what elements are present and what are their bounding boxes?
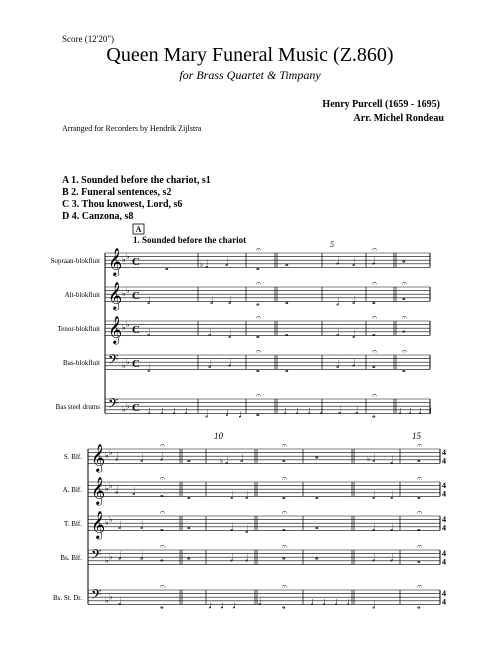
flat-icon: ♭ (126, 357, 130, 367)
half-note: 𝅗𝅥 (230, 522, 234, 534)
movement-item: D 4. Canzona, s8 (62, 211, 134, 222)
fermata-icon: 𝄐 (372, 312, 378, 322)
time-signature: C (132, 323, 140, 336)
half-note: 𝅗𝅥 (208, 359, 212, 372)
half-note: 𝅗𝅥 (336, 327, 340, 339)
fermata-icon: 𝄐 (417, 541, 423, 551)
flat-icon: ♭ (122, 255, 126, 265)
instrument-name: Alt-blokfluit (64, 291, 100, 300)
half-note: 𝅗𝅥 (230, 489, 234, 502)
flat-icon: ♭ (126, 401, 130, 411)
half-note: 𝅗𝅥 (390, 455, 394, 467)
half-note: 𝅗𝅥 (228, 357, 232, 370)
quarter-note: ♩ (220, 599, 231, 612)
treble-clef-icon: 𝄞 (91, 445, 106, 472)
half-note: 𝅗𝅥 (372, 552, 376, 565)
flat-icon: ♭ (109, 592, 113, 602)
half-note: 𝅗𝅥 (147, 294, 151, 307)
whole-note: 𝅝 (285, 295, 289, 306)
whole-note: 𝅝 (187, 454, 191, 465)
quarter-note: ♩ (310, 596, 321, 608)
whole-note: 𝅝 (285, 328, 289, 338)
time-signature: C (132, 255, 140, 268)
flat-icon: ♭ (122, 404, 126, 414)
flat-icon: ♭ (122, 323, 126, 333)
instrument-name: A. Blf. (62, 486, 82, 495)
quarter-note: ♩ (208, 599, 219, 612)
fermata-icon: 𝄐 (160, 440, 166, 450)
instrument-name: Bas-blokfluit (63, 359, 100, 368)
half-note: 𝅗𝅥 (208, 327, 212, 339)
measure-number: 5 (330, 240, 334, 249)
half-note: 𝅗𝅥 (225, 257, 229, 270)
half-note: 𝅗𝅥 (355, 405, 359, 417)
instrument-name: Sopraan-blokfluit (50, 257, 100, 266)
fermata-icon: 𝄐 (372, 390, 378, 400)
instrument-name: Tenor-blokfluit (57, 325, 100, 334)
time-signature: C (132, 401, 140, 414)
whole-note: 𝅝 (372, 409, 376, 420)
fermata-icon: 𝄐 (256, 278, 262, 288)
whole-note: 𝅝 (285, 258, 289, 269)
flat-icon: ♭ (126, 251, 130, 261)
half-note: 𝅗𝅥 (132, 486, 136, 499)
half-note: 𝅗𝅥 (228, 294, 232, 307)
whole-note: 𝅝 (402, 324, 406, 335)
whole-note: 𝅝 (402, 254, 406, 265)
movement-item: B 2. Funeral sentences, s2 (62, 187, 172, 198)
half-note: 𝅗𝅥 (336, 296, 340, 309)
whole-note: 𝅝 (187, 521, 191, 532)
fermata-icon: 𝄐 (282, 581, 288, 591)
instrument-name: Bas steel drums (55, 403, 100, 412)
fermata-icon: 𝄐 (256, 312, 262, 322)
quarter-note: ♩ (225, 406, 236, 419)
half-note: 𝅗𝅥 (372, 599, 376, 612)
quarter-note: ♩ (307, 405, 318, 417)
whole-note: 𝅝 (256, 407, 260, 418)
fermata-icon: 𝄐 (256, 244, 262, 254)
quarter-note: ♩ (238, 408, 249, 421)
quarter-note: ♩ (322, 596, 333, 608)
time-signature: C (132, 357, 140, 370)
fermata-icon: 𝄐 (402, 346, 408, 356)
bass-clef-icon: 𝄢 (108, 397, 119, 415)
composer-credit: Henry Purcell (1659 - 1695) (322, 99, 440, 110)
half-note: 𝅗𝅥 (245, 489, 249, 502)
half-note: 𝅗𝅥 (352, 294, 356, 307)
whole-note: 𝅝 (256, 329, 260, 340)
half-note: 𝅗𝅥 (140, 550, 144, 563)
flat-icon: ♭ (105, 555, 109, 565)
fermata-icon: 𝄐 (372, 244, 378, 254)
whole-note: 𝅝 (160, 600, 164, 611)
time-signature-top: 4 (442, 448, 446, 458)
whole-note: 𝅝 (417, 555, 421, 566)
whole-note: 𝅝 (372, 295, 376, 306)
time-signature-bottom: 4 (442, 597, 446, 607)
quarter-note: ♩ (428, 405, 439, 417)
flat-icon: ♭ (109, 514, 113, 524)
whole-note: 𝅝 (315, 490, 319, 501)
instrument-name: S. Blf. (63, 453, 82, 462)
time-signature-bottom: 4 (442, 557, 446, 567)
bass-clef-icon: 𝄢 (91, 588, 102, 606)
flat-icon: ♭ (105, 484, 109, 494)
time-signature-top: 4 (442, 589, 446, 599)
whole-note: 𝅝 (315, 551, 319, 562)
half-note: 𝅗𝅥 (372, 489, 376, 502)
time-signature: C (132, 289, 140, 302)
half-note: 𝅗𝅥 (205, 259, 209, 271)
whole-note: 𝅝 (282, 454, 286, 465)
whole-note: 𝅝 (315, 521, 319, 532)
quarter-note: ♩ (418, 405, 429, 417)
treble-clef-icon: 𝄞 (108, 283, 123, 310)
half-note: 𝅗𝅥 (118, 520, 122, 533)
half-note: 𝅗𝅥 (240, 453, 244, 466)
half-note: 𝅗𝅥 (205, 408, 209, 421)
whole-note: 𝅝 (417, 523, 421, 533)
half-note: 𝅗𝅥 (258, 596, 262, 608)
whole-note: 𝅝 (417, 454, 421, 465)
time-signature-bottom: 4 (442, 456, 446, 466)
flat-icon: ♭ (105, 451, 109, 461)
flat-icon: ♭ (220, 457, 224, 465)
fermata-icon: 𝄐 (256, 346, 262, 356)
quarter-note: ♩ (160, 405, 171, 417)
quarter-note: ♩ (147, 405, 158, 417)
quarter-note: ♩ (172, 405, 183, 417)
flat-icon: ♭ (122, 289, 126, 299)
flat-icon: ♭ (122, 360, 126, 370)
fermata-icon: 𝄐 (160, 507, 166, 517)
whole-note: 𝅝 (372, 360, 376, 371)
whole-note: 𝅝 (187, 490, 191, 501)
whole-note: 𝅝 (417, 490, 421, 501)
half-note: 𝅗𝅥 (336, 255, 340, 268)
fermata-icon: 𝄐 (417, 440, 423, 450)
whole-note: 𝅝 (285, 363, 289, 374)
arrangement-note: Arranged for Recorders by Hendrik Zijlstra (62, 124, 202, 133)
fermata-icon: 𝄐 (417, 581, 423, 591)
whole-note: 𝅝 (282, 600, 286, 611)
whole-note: 𝅝 (187, 551, 191, 562)
treble-clef-icon: 𝄞 (108, 249, 123, 276)
quarter-note: ♩ (346, 596, 357, 608)
flat-icon: ♭ (105, 595, 109, 605)
instrument-name: T. Blf. (64, 520, 82, 529)
treble-clef-icon: 𝄞 (91, 512, 106, 539)
whole-note: 𝅝 (256, 261, 260, 272)
quarter-note: ♩ (232, 599, 243, 612)
whole-note: 𝅝 (160, 553, 164, 564)
measure-number: 10 (214, 431, 223, 441)
fermata-icon: 𝄐 (402, 278, 408, 288)
treble-clef-icon: 𝄞 (108, 317, 123, 344)
half-note: 𝅗𝅥 (115, 484, 119, 497)
time-signature-top: 4 (442, 515, 446, 525)
half-note: 𝅗𝅥 (352, 328, 356, 341)
flat-icon: ♭ (126, 319, 130, 329)
whole-note: 𝅝 (165, 261, 169, 272)
half-note: 𝅗𝅥 (352, 357, 356, 370)
fermata-icon: 𝄐 (160, 541, 166, 551)
movement-item: C 3. Thou knowest, Lord, s6 (62, 199, 183, 210)
fermata-icon: 𝄐 (282, 473, 288, 483)
piece-title: Queen Mary Funeral Music (Z.860) (106, 44, 394, 66)
whole-note: 𝅝 (402, 292, 406, 303)
time-signature-top: 4 (442, 549, 446, 559)
half-note: 𝅗𝅥 (372, 453, 376, 466)
flat-icon: ♭ (367, 455, 371, 464)
flat-icon: ♭ (109, 480, 113, 490)
piece-subtitle: for Brass Quartet & Timpany (179, 68, 321, 82)
flat-icon: ♭ (109, 447, 113, 457)
half-note: 𝅗𝅥 (147, 362, 151, 375)
whole-note: 𝅝 (282, 490, 286, 501)
fermata-icon: 𝄐 (372, 346, 378, 356)
movement-item: A 1. Sounded before the chariot, s1 (62, 175, 211, 186)
whole-note: 𝅝 (160, 523, 164, 533)
whole-note: 𝅝 (282, 523, 286, 533)
half-note: 𝅗𝅥 (118, 550, 122, 563)
half-note: 𝅗𝅥 (140, 520, 144, 533)
fermata-icon: 𝄐 (402, 312, 408, 322)
flat-icon: ♭ (105, 518, 109, 528)
instrument-name: Bs. Blf. (60, 554, 82, 563)
time-signature-bottom: 4 (442, 523, 446, 533)
fermata-icon: 𝄐 (160, 473, 166, 483)
half-note: 𝅗𝅥 (390, 522, 394, 534)
half-note: 𝅗𝅥 (245, 523, 249, 536)
quarter-note: ♩ (334, 596, 345, 608)
whole-note: 𝅝 (372, 328, 376, 338)
whole-note: 𝅝 (256, 363, 260, 374)
fermata-icon: 𝄐 (417, 473, 423, 483)
fermata-icon: 𝄐 (160, 581, 166, 591)
instrument-name: Bs. St. Dr. (53, 594, 82, 603)
whole-note: 𝅝 (282, 551, 286, 562)
fermata-icon: 𝄐 (282, 440, 288, 450)
half-note: 𝅗𝅥 (372, 522, 376, 534)
flat-icon: ♭ (200, 261, 204, 269)
half-note: 𝅗𝅥 (336, 359, 340, 372)
half-note: 𝅗𝅥 (140, 453, 144, 466)
half-note: 𝅗𝅥 (352, 257, 356, 270)
quarter-note: ♩ (319, 405, 330, 417)
half-note: 𝅗𝅥 (160, 451, 164, 464)
half-note: 𝅗𝅥 (390, 489, 394, 502)
bass-clef-icon: 𝄢 (91, 548, 102, 566)
half-note: 𝅗𝅥 (230, 552, 234, 565)
half-note: 𝅗𝅥 (210, 294, 214, 307)
flat-icon: ♭ (109, 552, 113, 562)
half-note: 𝅗𝅥 (338, 405, 342, 417)
quarter-note: ♩ (408, 405, 419, 417)
quarter-note: ♩ (283, 405, 294, 417)
treble-clef-icon: 𝄞 (91, 478, 106, 505)
whole-note: 𝅝 (417, 600, 421, 611)
half-note: 𝅗𝅥 (115, 451, 119, 464)
half-note: 𝅗𝅥 (228, 328, 232, 341)
quarter-note: ♩ (295, 405, 306, 417)
half-note: 𝅗𝅥 (390, 552, 394, 565)
quarter-note: ♩ (398, 405, 409, 417)
fermata-icon: 𝄐 (372, 278, 378, 288)
whole-note: 𝅝 (402, 363, 406, 374)
score-duration: Score (12'20") (62, 34, 115, 44)
fermata-icon: 𝄐 (256, 390, 262, 400)
fermata-icon: 𝄐 (417, 507, 423, 517)
whole-note: 𝅝 (315, 450, 319, 461)
rehearsal-mark: A (135, 225, 142, 234)
whole-note: 𝅝 (256, 297, 260, 308)
half-note: 𝅗𝅥 (147, 327, 151, 339)
time-signature-bottom: 4 (442, 489, 446, 499)
whole-note: 𝅝 (160, 489, 164, 499)
half-note: 𝅗𝅥 (225, 455, 229, 467)
section-title: 1. Sounded before the chariot (133, 235, 247, 245)
measure-number: 15 (412, 431, 421, 441)
arranger-credit: Arr. Michel Rondeau (353, 113, 444, 124)
half-note: 𝅗𝅥 (245, 552, 249, 565)
half-note: 𝅗𝅥 (118, 596, 122, 608)
fermata-icon: 𝄐 (282, 541, 288, 551)
flat-icon: ♭ (126, 285, 130, 295)
bass-clef-icon: 𝄢 (108, 353, 119, 371)
fermata-icon: 𝄐 (282, 507, 288, 517)
half-note: 𝅗𝅥 (372, 255, 376, 268)
time-signature-top: 4 (442, 481, 446, 491)
quarter-note: ♩ (184, 405, 195, 417)
